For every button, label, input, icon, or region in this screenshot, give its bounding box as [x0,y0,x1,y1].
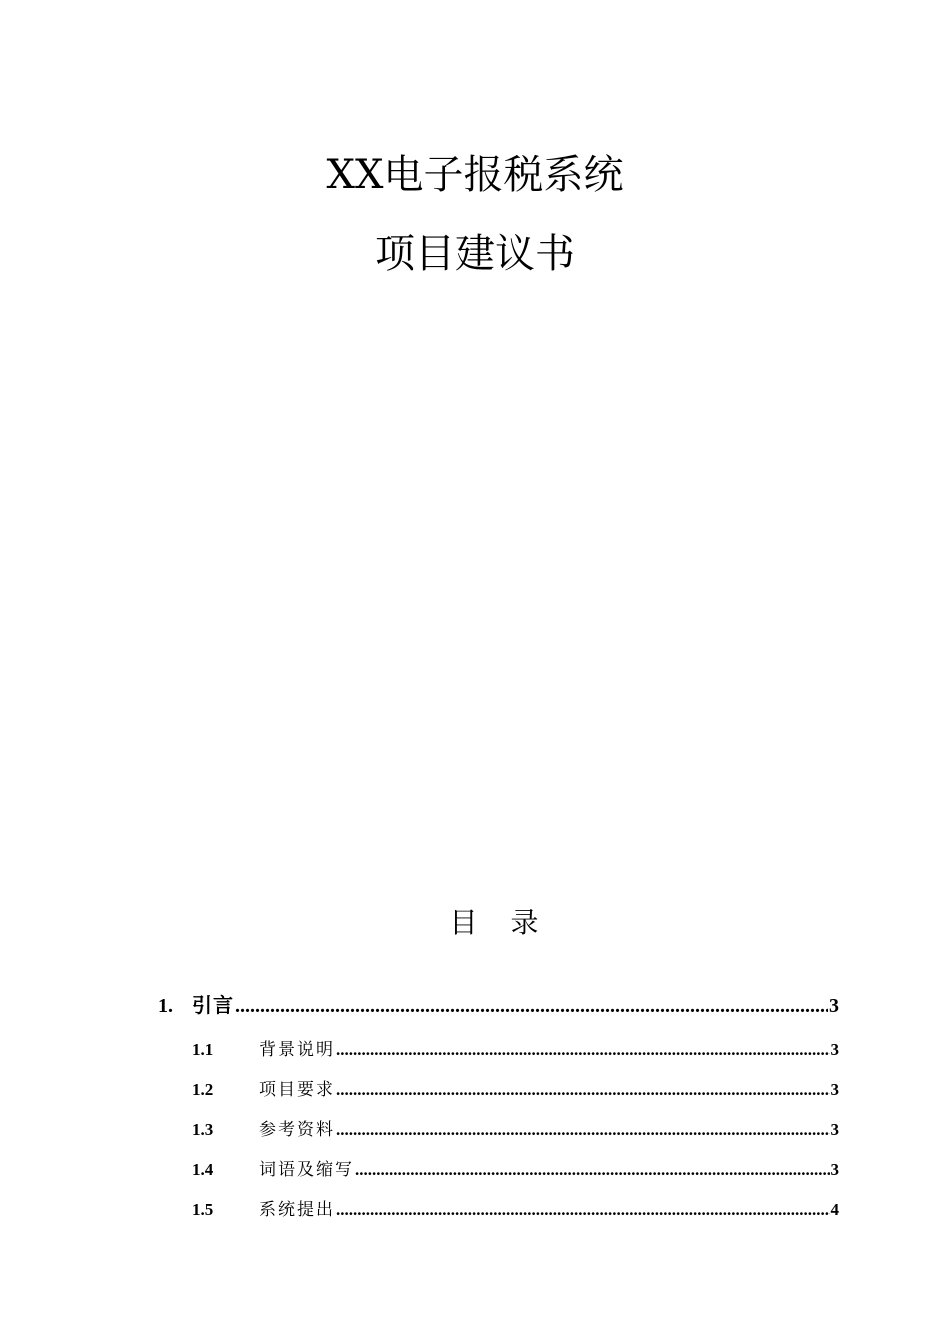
toc-entry-page: 3 [829,995,839,1017]
toc-entry-page: 3 [830,1080,839,1099]
toc-heading: 目 录 [449,906,551,939]
document-subtitle: 项目建议书 [375,231,575,277]
toc-entry-title: 系统提出 [259,1200,335,1220]
toc-entry-number: 1.3 [192,1120,214,1139]
toc-entry-requirements[interactable] [192,1075,839,1103]
toc-dot-leader [336,1200,830,1220]
toc-entry-system-proposal[interactable] [192,1195,839,1223]
toc-entry-number: 1.1 [192,1040,214,1059]
toc-entry-title: 词语及缩写 [259,1160,354,1180]
toc-entry-title: 背景说明 [259,1040,335,1060]
toc-entry-number: 1.4 [192,1160,214,1179]
toc-entry-page: 3 [830,1040,839,1059]
toc-dot-leader [336,1040,830,1060]
toc-entry-number: 1.5 [192,1200,214,1219]
toc-entry-page: 4 [830,1200,839,1219]
toc-dot-leader [235,995,828,1018]
toc-entry-page: 3 [830,1120,839,1139]
toc-entry-number: 1. [158,995,173,1017]
toc-dot-leader [355,1160,830,1180]
toc-entry-background[interactable] [192,1035,839,1063]
toc-entry-title: 参考资料 [259,1120,335,1140]
toc-entry-title: 项目要求 [259,1080,335,1100]
toc-entry-number: 1.2 [192,1080,214,1099]
document-title: XX电子报税系统 [326,152,624,198]
toc-entry-page: 3 [830,1160,839,1179]
toc-entry-glossary[interactable] [192,1155,839,1183]
toc-dot-leader [336,1120,830,1140]
toc-entry-intro[interactable] [158,989,839,1021]
toc-entry-references[interactable] [192,1115,839,1143]
toc-dot-leader [336,1080,830,1100]
toc-entry-title: 引言 [192,993,234,1017]
